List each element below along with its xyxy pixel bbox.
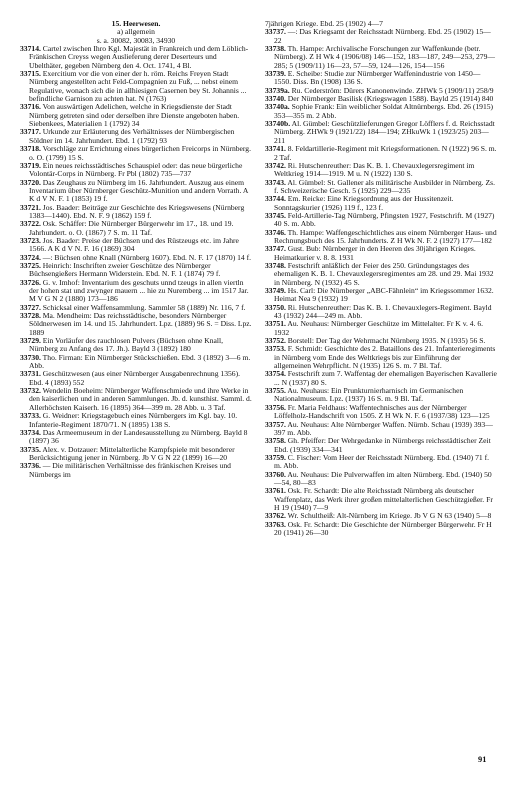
see-also-reference: s. a. 30082, 30083, 34930 bbox=[96, 35, 176, 45]
entry-text: Gh. Pfeiffer: Der Wehrgedanke in Nürnbergs reichsstädtischer Zeit Ebd. (1939) 334—341 bbox=[274, 436, 491, 454]
entry-text: — Die militärischen Verhältnisse des fränkischen Kreises und Nürnbergs im bbox=[29, 461, 231, 479]
entry-number: 33720. bbox=[20, 177, 41, 187]
entry-number: 33719. bbox=[20, 160, 41, 170]
entry-text: Von auswärtigen Adelichen, welche in Kriegsdienste der Stadt Nürnberg getreten sind oder derselben ihre Dienste angeboten haben. Siebenkees, Materialien 1 (1792) 34 bbox=[29, 102, 240, 129]
entry-text: 7jährigen Kriege. Ebd. 25 (1902) 4—7 bbox=[265, 19, 383, 28]
entry-text: Ru. Cederström: Dürers Kanonenwinde. ZHWk 5 (1909/11) 258/9 bbox=[291, 85, 494, 95]
entry-text: Festschrift anläßlich der Feier des 250. Gründungstages des ehemaligen K. B. 1. Chevauxlegersregimentes am 28. und 29. Mai 1932 in Nürnberg. N (1932) 45 S. bbox=[274, 260, 494, 287]
entry-number: 33759. bbox=[265, 452, 286, 462]
bibliography-entry bbox=[20, 145, 252, 162]
entry-number: 33731. bbox=[20, 369, 41, 379]
entry-number: 33738. bbox=[265, 44, 286, 54]
entry-number: 33744. bbox=[265, 194, 286, 204]
entry-number: 33747. bbox=[265, 244, 286, 254]
entry-number: 33732. bbox=[20, 386, 41, 396]
bibliography-entry bbox=[265, 103, 497, 120]
entry-text: Gust. Bub: Nürnberger in den Heeren des 30jährigen Krieges. Heimatkurier v. 8. 8. 1931 bbox=[274, 244, 476, 262]
bibliography-entry bbox=[265, 145, 497, 162]
bibliography-entry bbox=[20, 103, 252, 128]
entry-text: Osk. Fr. Schardt: Die alte Reichsstadt Nürnberg als deutscher Waffenplatz, das Werk ihrer großen mittelalterlichen Geschützgießer. Fr H 19 (1940) 7—9 bbox=[274, 486, 493, 512]
entry-text: Schicksal einer Waffensammlung. Sammler 58 (1889) Nr. 116, 7 f. bbox=[42, 302, 246, 312]
entry-number: 33743. bbox=[265, 177, 286, 187]
bibliography-entry bbox=[20, 220, 252, 237]
entry-text: Th. Hampe: Waffengeschichtliches aus einem Nürnberger Haus- und Rechnungsbuch des 15. Jahrhunderts. Z H Wk N. F. 2 (1927) 177—182 bbox=[274, 227, 497, 245]
entry-text: Feld-Artillerie-Tag Nürnberg, Pfingsten 1927, Festschrift. M (1927) 40 S. m. Abb. bbox=[274, 210, 495, 229]
entry-text: Ri. Hutschenreuther: Das K. B. 1. Chevauxlegersregiment im Weltkrieg 1914—1919. M u. N (1922) 130 S. bbox=[274, 160, 475, 179]
entry-number: 33735. bbox=[20, 444, 41, 454]
entry-number: 33729. bbox=[20, 336, 41, 346]
entry-number: 33715. bbox=[20, 69, 41, 79]
entry-text: Cartel zwischen Ihro Kgl. Majestät in Frankreich und dem Löblich-Fränkischen Creyss wegen Auslieferung derer Deserteurs und Ubelthäter, gegeben Nürnberg den 4. Oct. 1741, 4 Bl. bbox=[29, 44, 249, 70]
entry-text: G. Weidner: Kriegstagebuch eines Nürnbergers im Kgl. bay. 10. Infanterie-Regiment 1870/71. N (1895) 138 S. bbox=[29, 411, 238, 429]
entry-text: Das Zeughaus zu Nürnberg im 16. Jahrhundert. Auszug aus einem Inventarium über Nürnberger Geschütz-Munition und andern Vorrath. A K d V N. F. 1 (1853) 19 f. bbox=[29, 177, 248, 204]
entry-text: Ein neues reichsstädtisches Schauspiel oder: das neue bürgerliche Volontär-Corps in Nürnberg. Fr Pbl (1802) 735—737 bbox=[29, 160, 243, 179]
entry-number: 33742. bbox=[265, 160, 286, 170]
bibliography-entry bbox=[265, 471, 497, 488]
entry-number: 33751. bbox=[265, 319, 286, 329]
entry-text: Alex. v. Dotzauer: Mittelalterliche Kampfspiele mit besonderer Berücksichtigung jener in Nürnberg. Jb V G N 22 (1899) 16—20 bbox=[29, 444, 235, 462]
bibliography-entry bbox=[265, 287, 497, 304]
entry-number: 33740b. bbox=[265, 119, 291, 129]
bibliography-entry bbox=[265, 370, 497, 387]
bibliography-entry bbox=[20, 462, 252, 479]
entry-number: 33745. bbox=[265, 210, 286, 220]
bibliography-entry bbox=[265, 162, 497, 179]
bibliography-entry bbox=[265, 179, 497, 196]
bibliography-entry bbox=[265, 28, 497, 45]
entry-number: 33736. bbox=[20, 461, 41, 471]
bibliography-entry bbox=[20, 204, 252, 221]
entry-text: Tho. Firman: Ein Nürnberger Stückschießen. Ebd. 3 (1892) 3—6 m. Abb. bbox=[29, 352, 251, 371]
entry-text: Ri. Hutschenreuther: Das K. B. 1. Chevauxlegers-Regiment. Bayld 43 (1932) 244—249 m. Abb. bbox=[274, 302, 492, 321]
right-entry-list bbox=[265, 20, 497, 537]
entry-number: 33741. bbox=[265, 144, 286, 154]
entry-text: Borstell: Der Tag der Wehrmacht Nürnberg 1935. N (1935) 56 S. bbox=[287, 336, 486, 346]
bibliography-entry bbox=[20, 337, 252, 354]
entry-text: Ma. Mendheim: Das reichsstädtische, besonders Nürnberger Söldnerwesen im 14. und 15. Jahrhundert. Lpz. (1889) 96 S. = Diss. Lpz. 1889 bbox=[29, 311, 252, 337]
entry-text: Jos. Baader: Beiträge zur Geschichte des Kriegswesens (Nürnberg 1383—1440). Ebd. N. F. 9 (1862) 159 f. bbox=[29, 202, 245, 220]
bibliography-entry bbox=[20, 312, 252, 337]
bibliography-entry bbox=[20, 45, 252, 70]
entry-number: 33730. bbox=[20, 352, 41, 362]
entry-text: Wr. Schultheiß: Alt-Nürnberg im Kriege. Jb V G N 63 (1940) 5—8 bbox=[287, 511, 492, 521]
entry-text: Heinrich: Inschriften zweier Geschütze des Nürnberger Büchsengießers Hermann Widerstein. Ebd. N. F. 1 (1874) 79 f. bbox=[29, 260, 221, 279]
entry-number: 33717. bbox=[20, 127, 41, 137]
entry-number: 33754. bbox=[265, 369, 286, 379]
left-column bbox=[20, 20, 252, 479]
entry-text: Em. Reicke: Eine Kriegsordnung aus der Hussitenzeit. Sonntagskurier (1926) 119 f., 123 f. bbox=[274, 194, 454, 212]
bibliography-entry bbox=[20, 162, 252, 179]
bibliography-entry bbox=[265, 454, 497, 471]
page-number: 91 bbox=[478, 755, 487, 764]
bibliography-entry bbox=[265, 262, 497, 287]
entry-text: Hs. Carl: Die Nürnberger „ABC-Fähnlein“ im Kriegssommer 1632. Heimat Nea 9 (1932) 19 bbox=[274, 286, 494, 304]
right-column bbox=[265, 20, 497, 537]
entry-text: Der Nürnberger Basilisk (Kriegswagen 1588). Bayld 25 (1914) 840 bbox=[287, 94, 494, 104]
entry-text: Sophie Frank: Ein weiblicher Soldat Altnürnbergs. Ebd. 26 (1915) 353—355 m. 2 Abb. bbox=[274, 102, 494, 120]
entry-number: 33740a. bbox=[265, 102, 290, 112]
entry-number: 33725. bbox=[20, 260, 41, 270]
entry-text: Au. Neuhaus: Die Pulverwaffen im alten Nürnberg. Ebd. (1940) 50—54, 80—83 bbox=[274, 469, 492, 487]
bibliography-entry bbox=[20, 262, 252, 279]
bibliography-entry bbox=[20, 446, 252, 463]
entry-number: 33723. bbox=[20, 235, 41, 245]
entry-text: —: Büchsen ohne Knall (Nürnberg 1607). Ebd. N. F. 17 (1870) 14 f. bbox=[42, 252, 252, 262]
entry-number: 33748. bbox=[265, 260, 286, 270]
bibliography-entry bbox=[265, 245, 497, 262]
entry-number: 33728. bbox=[20, 311, 41, 321]
entry-number: 33716. bbox=[20, 102, 41, 112]
entry-number: 33740. bbox=[265, 94, 286, 104]
entry-number: 33722. bbox=[20, 219, 41, 229]
bibliography-entry bbox=[265, 45, 497, 70]
entry-text: Exercitium vor die von einer der h. röm. Reichs Freyen Stadt Nürnberg angestellten acht Feld-Compagnien zu Fuß, ... nebst einem Regulative, wonach sich die in allhiesigen Casernen bey St. Johannis ... befindliche Garnison zu achten hat. N (1763) bbox=[29, 69, 247, 104]
bibliography-entry bbox=[20, 354, 252, 371]
bibliography-entry bbox=[20, 237, 252, 254]
entry-number: 33726. bbox=[20, 277, 41, 287]
entry-text: Wendelin Boeheim: Nürnberger Waffenschmiede und ihre Werke in den kaiserlichen und in anderen Sammlungen. Jb. d. kunsthist. Samml. d. Allerhöchsten Kaiserh. 16 (1895) 364—399 m. 28 Abb. u. 3 Taf. bbox=[29, 386, 252, 412]
bibliography-entry bbox=[265, 421, 497, 438]
entry-number: 33755. bbox=[265, 386, 286, 396]
left-entry-list bbox=[20, 45, 252, 479]
bibliography-entry bbox=[265, 195, 497, 212]
bibliography-entry bbox=[265, 120, 497, 145]
entry-text: C. Fischer: Vom Heer der Reichsstadt Nürnberg. Ebd. (1940) 71 f. m. Abb. bbox=[274, 452, 489, 471]
bibliography-entry bbox=[20, 429, 252, 446]
entry-number: 33721. bbox=[20, 202, 41, 212]
bibliography-entry bbox=[265, 320, 497, 337]
entry-text: Al. Gümbel: Geschützlieferungen Gregor Löfflers f. d. Reichsstadt Nürnberg. ZHWk 9 (1921/22) 184—194; ZHkuWk 1 (1923/25) 203—211 bbox=[274, 119, 495, 145]
entry-text: Geschützwesen (aus einer Nürnberger Ausgabenrechnung 1356). Ebd. 4 (1893) 552 bbox=[29, 369, 241, 387]
section-heading: 15. Heerwesen. bbox=[111, 19, 161, 28]
entry-number: 33727. bbox=[20, 302, 41, 312]
entry-number: 33756. bbox=[265, 402, 286, 412]
bibliography-entry bbox=[265, 70, 497, 87]
entry-number: 33749. bbox=[265, 286, 286, 295]
entry-text: —: Das Kriegsamt der Reichsstadt Nürnberg. Ebd. 25 (1902) 15—22 bbox=[274, 27, 491, 45]
bibliography-entry bbox=[265, 212, 497, 229]
entry-text: Das Armeemuseum in der Landesausstellung zu Nürnberg. Bayld 8 (1897) 36 bbox=[29, 427, 248, 446]
bibliography-entry bbox=[265, 345, 497, 370]
entry-number: 33760. bbox=[265, 469, 286, 479]
entry-number: 33761. bbox=[265, 486, 286, 496]
entry-text: Osk. Schäffer: Die Nürnberger Bürgerwehr im 17., 18. und 19. Jahrhundert. o. O. (1867) 7 S. m. 11 Taf. bbox=[29, 219, 234, 237]
bibliography-entry bbox=[265, 521, 497, 538]
bibliography-entry bbox=[265, 229, 497, 246]
bibliography-entry bbox=[265, 487, 497, 512]
entry-text: Festschrift zum 7. Waffentag der ehemaligen Bayerischen Kavallerie ... N (1937) 80 S. bbox=[274, 369, 497, 387]
entry-text: Au. Neuhaus: Nürnberger Geschütze im Mittelalter. Fr K v. 4. 6. 1932 bbox=[274, 319, 484, 337]
entry-text: Jos. Baader: Preise der Büchsen und des Rüstzeugs etc. im Jahre 1566. A K d V N. F. 16 (1869) 304 bbox=[29, 235, 239, 254]
entry-number: 33757. bbox=[265, 419, 286, 429]
bibliography-entry bbox=[20, 128, 252, 145]
entry-number: 33752. bbox=[265, 336, 286, 346]
entry-number: 33734. bbox=[20, 427, 41, 437]
entry-text: Fr. Maria Feldhaus: Waffentechnisches aus der Nürnberger Löffelholz-Handschrift von 1505. Z H Wk N. F. 6 (1937/38) 123—125 bbox=[274, 402, 490, 421]
entry-text: Al. Gümbel: St. Gallener als militärische Ausbilder in Nürnberg. Zs. f. Schweizerische Gesch. 5 (1925) 229—235 bbox=[274, 177, 495, 195]
entry-number: 33750. bbox=[265, 302, 286, 312]
entry-text: F. Schmidt: Geschichte des 2. Bataillons des 21. Infanterieregiments in Nürnberg vom Ende des Weltkriegs bis zur Einführung der allgemeinen Wehrpflicht. N (1935) 126 S. m. 7 Bl. Taf. bbox=[274, 344, 496, 371]
entry-number: 33746. bbox=[265, 227, 286, 237]
bibliography-entry bbox=[20, 279, 252, 304]
entry-number: 33737. bbox=[265, 27, 286, 37]
entry-text: G. v. Imhof: Inventarium des geschuts unnd tzeugs in allen viertln der hohen stat und zwynger mauern ... hie zu Nuremberg ... im 1517 Jar. M V G N 2 (1880) 173—186 bbox=[29, 277, 249, 304]
entry-text: Ein Vorläufer des rauchlosen Pulvers (Büchsen ohne Knall, Nürnberg zu Anfang des 17. Jh.). Bayld 3 (1892) 180 bbox=[29, 336, 224, 354]
bibliography-entry bbox=[265, 404, 497, 421]
entry-text: Vorschläge zur Errichtung eines bürgerlichen Freicorps in Nürnberg. o. O. (1799) 15 S. bbox=[29, 144, 252, 162]
bibliography-entry bbox=[20, 70, 252, 103]
bibliography-entry bbox=[265, 437, 497, 454]
subsection-heading: a) allgemein bbox=[117, 27, 155, 37]
entry-number: 33763. bbox=[265, 519, 286, 529]
entry-number: 33733. bbox=[20, 411, 41, 421]
entry-number: 33718. bbox=[20, 144, 41, 154]
bibliography-entry bbox=[20, 412, 252, 429]
entry-text: 8. Feldartillerie-Regiment mit Kriegsformationen. N (1922) 96 S. m. 2 Taf. bbox=[274, 144, 497, 162]
entry-text: E. Scheibe: Studie zur Nürnberger Waffenindustrie von 1450—1550. Diss. Bn (1908) 136 S. bbox=[274, 69, 481, 87]
entry-number: 33762. bbox=[265, 511, 286, 521]
bibliography-entry bbox=[20, 179, 252, 204]
entry-number: 33739a. bbox=[265, 85, 290, 95]
entry-text: Urkunde zur Erläuterung des Verhältnisses der Nürnbergischen Söldner im 14. Jahrhundert. Ebd. 1 (1792) 93 bbox=[29, 127, 235, 145]
entry-text: Osk. Fr. Schardt: Die Geschichte der Nürnberger Bürgerwehr. Fr H 20 (1941) 26—30 bbox=[274, 519, 492, 537]
bibliography-entry bbox=[20, 370, 252, 387]
bibliography-entry bbox=[265, 387, 497, 404]
entry-number: 33758. bbox=[265, 436, 286, 446]
entry-text: Au. Neuhaus: Alte Nürnberger Waffen. Nürnb. Schau (1939) 393—397 m. Abb. bbox=[274, 419, 493, 437]
entry-number: 33739. bbox=[265, 69, 286, 79]
bibliography-entry bbox=[20, 387, 252, 412]
entry-text: Th. Hampe: Archivalische Forschungen zur Waffenkunde (betr. Nürnberg). Z H Wk 4 (1906/08) 146—152, 183—187, 249—253, 279—285; 5 (1909/11) 16—23, 57—59, 124—126, 154—156 bbox=[274, 44, 495, 70]
entry-number: 33714. bbox=[20, 44, 41, 54]
entry-text: Au. Neuhaus: Ein Prunkturnierharnisch im Germanischen Nationalmuseum. Lpz. (1937) 16 S. m. 9 Bl. Taf. bbox=[274, 386, 464, 404]
entry-number: 33724. bbox=[20, 252, 41, 262]
bibliography-entry bbox=[265, 304, 497, 321]
entry-number: 33753. bbox=[265, 344, 286, 354]
